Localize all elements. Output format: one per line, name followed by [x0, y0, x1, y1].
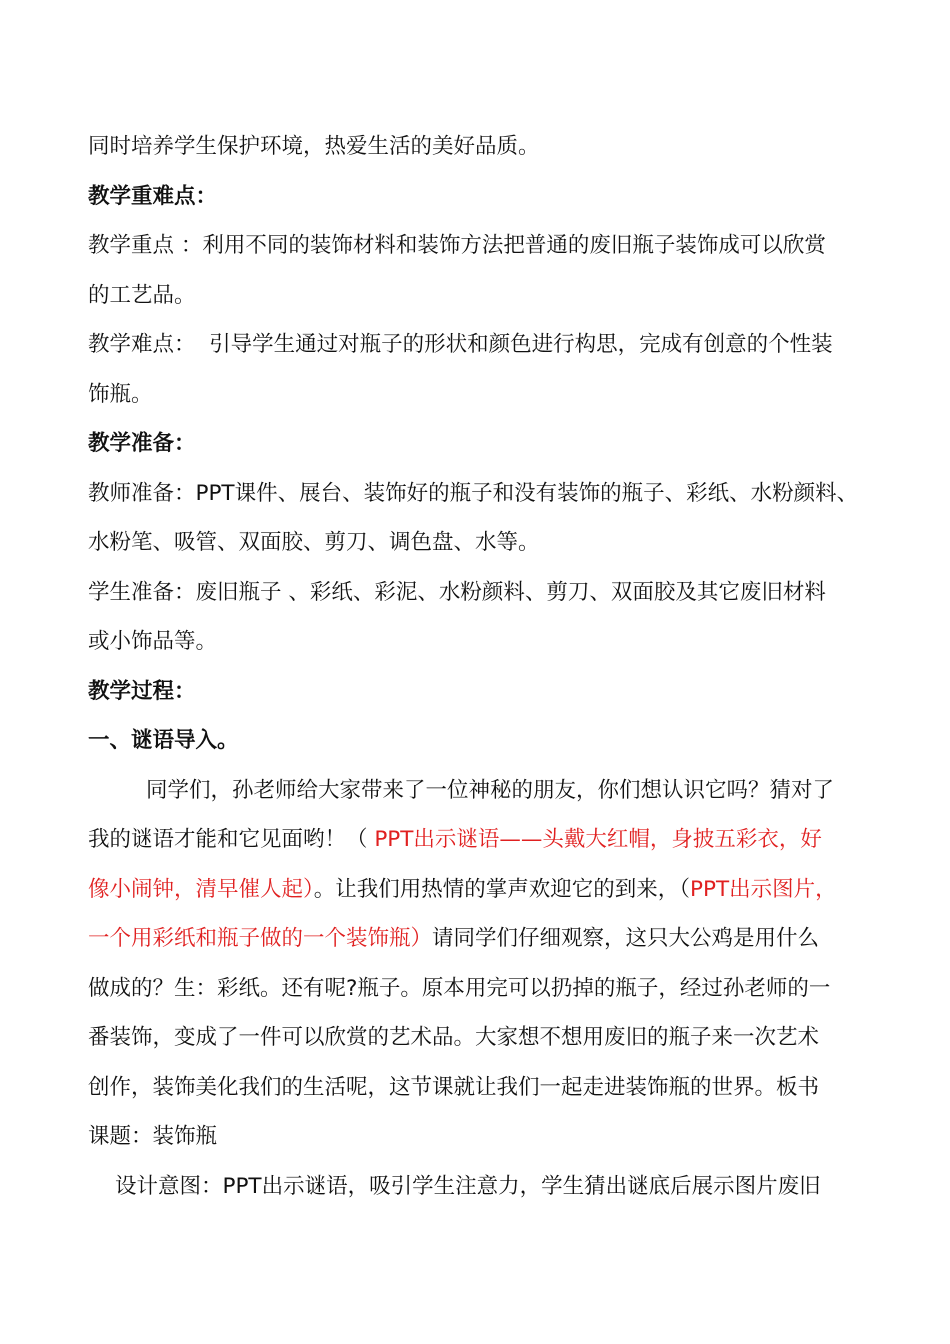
teaching-focus-line-1: 教学重点 ：利用不同的装饰材料和装饰方法把普通的废旧瓶子装饰成可以欣赏: [88, 233, 826, 258]
design-intent-line-1: 设计意图：PPT出示谜语，吸引学生注意力，学生猜出谜底后展示图片废旧: [115, 1173, 821, 1199]
ppt-image-note: PPT出示图片，: [690, 876, 837, 902]
paragraph-1-line-7: 创作，装饰美化我们的生活呢，这节课就让我们一起走进装饰瓶的世界。板书: [88, 1074, 820, 1100]
teaching-focus-line-2: 的工艺品。: [88, 282, 196, 308]
paragraph-1-line-2-text: 我的谜语才能和它见面哟！（: [88, 827, 375, 852]
student-preparation-line-2: 或小饰品等。: [88, 629, 218, 654]
paragraph-1-line-6: 番装饰，变成了一件可以欣赏的艺术品。大家想不想用废旧的瓶子来一次艺术: [88, 1025, 820, 1050]
document-page: [88, 122, 878, 1211]
paragraph-1-line-4-text: 请同学们仔细观察，这只大公鸡是用什么: [432, 926, 820, 951]
teacher-preparation-line-1: 教师准备：PPT课件、展台、装饰好的瓶子和没有装饰的瓶子、彩纸、水粉颜料、: [88, 480, 859, 506]
student-preparation-line-1: 学生准备：废旧瓶子 、彩纸、彩泥、水粉颜料、剪刀、双面胶及其它废旧材料: [88, 579, 826, 605]
paragraph-1-line-8: 课题：装饰瓶: [88, 1124, 218, 1149]
paragraph-1-line-3-text: 。让我们用热情的掌声欢迎它的到来，（: [313, 876, 691, 902]
process-heading: 教学过程：: [88, 678, 196, 704]
preparation-heading: 教学准备：: [88, 431, 196, 456]
ppt-riddle-note: PPT出示谜语——头戴大红帽，身披五彩衣，好: [374, 827, 822, 852]
paragraph-1-line-3: [88, 865, 878, 915]
teaching-difficulty-line-2: 饰瓶。: [88, 381, 153, 407]
section-1-title: 一、谜语导入。: [88, 728, 239, 753]
paragraph-1-line-5: 做成的？生：彩纸。还有呢?瓶子。原本用完可以扔掉的瓶子，经过孙老师的一: [88, 975, 831, 1001]
teaching-difficulty-line-1: 教学难点： 引导学生通过对瓶子的形状和颜色进行构思，完成有创意的个性装: [88, 332, 833, 357]
intro-line: 同时培养学生保护环境，热爱生活的美好品质。: [88, 134, 540, 159]
key-points-heading: 教学重难点：: [88, 183, 218, 209]
ppt-riddle-note-continued: 像小闹钟，清早催人起）: [88, 876, 314, 902]
paragraph-1-line-1: 同学们，孙老师给大家带来了一位神秘的朋友，你们想认识它吗？猜对了: [146, 777, 835, 803]
paragraph-1-line-2: [88, 815, 878, 865]
ppt-image-note-continued: 一个用彩纸和瓶子做的一个装饰瓶）: [88, 926, 433, 951]
teacher-preparation-line-2: 水粉笔、吸管、双面胶、剪刀、调色盘、水等。: [88, 530, 540, 555]
paragraph-1-line-4: [88, 914, 878, 964]
